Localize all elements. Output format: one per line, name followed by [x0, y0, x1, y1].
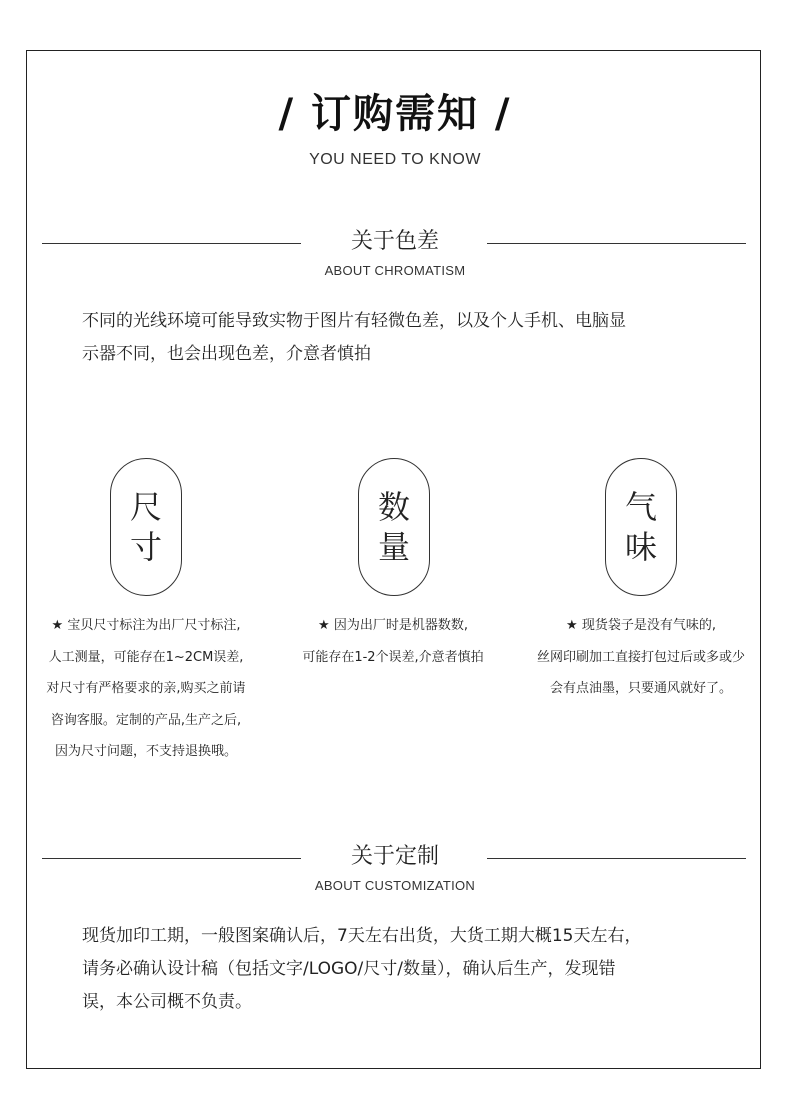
pill-char: 数 [377, 488, 410, 526]
chromatism-text [82, 305, 722, 371]
pill-char: 味 [624, 528, 657, 566]
note-line: 对尺寸有严格要求的亲,购买之前请 [46, 681, 246, 696]
text-line: 示器不同，也会出现色差，介意者慎拍 [82, 344, 371, 364]
pill-quantity [358, 458, 430, 596]
customization-title: 关于定制 [350, 844, 439, 869]
note-line: 因为尺寸问题，不支持退换哦。 [54, 744, 237, 759]
pill-char: 尺 [129, 488, 162, 526]
note-line: ★ 现货袋子是没有气味的, [566, 618, 716, 633]
note-odor [516, 610, 766, 705]
note-line: ★ 因为出厂时是机器数数, [318, 618, 468, 633]
chromatism-title: 关于色差 [350, 229, 439, 254]
pill-char: 寸 [129, 528, 162, 566]
note-quantity [268, 610, 518, 673]
page-title: / 订购需知 / [278, 91, 512, 137]
text-line: 误，本公司概不负责。 [82, 992, 252, 1012]
note-line: 人工测量，可能存在1~2CM误差, [48, 649, 244, 665]
note-size [21, 610, 271, 768]
note-line: 会有点油墨，只要通风就好了。 [549, 681, 732, 696]
chromatism-subtitle: ABOUT CHROMATISM [324, 263, 466, 278]
pill-odor [605, 458, 677, 596]
page-subtitle: YOU NEED TO KNOW [309, 151, 481, 168]
note-line: 丝网印刷加工直接打包过后或多或少 [536, 649, 745, 665]
pill-size [110, 458, 182, 596]
note-line: 咨询客服。定制的产品,生产之后, [50, 712, 242, 728]
text-line: 不同的光线环境可能导致实物于图片有轻微色差，以及个人手机、电脑显 [82, 311, 626, 331]
pill-char: 量 [377, 528, 410, 566]
text-line: 请务必确认设计稿（包括文字/LOGO/尺寸/数量），确认后生产，发现错 [82, 959, 616, 979]
customization-text [82, 920, 722, 1019]
note-line: ★ 宝贝尺寸标注为出厂尺寸标注, [51, 618, 241, 633]
customization-subtitle: ABOUT CUSTOMIZATION [314, 878, 476, 893]
note-line: 可能存在1-2个误差,介意者慎拍 [302, 649, 484, 665]
text-line: 现货加印工期，一般图案确认后，7天左右出货，大货工期大概15天左右， [82, 926, 642, 946]
pill-char: 气 [624, 488, 657, 526]
